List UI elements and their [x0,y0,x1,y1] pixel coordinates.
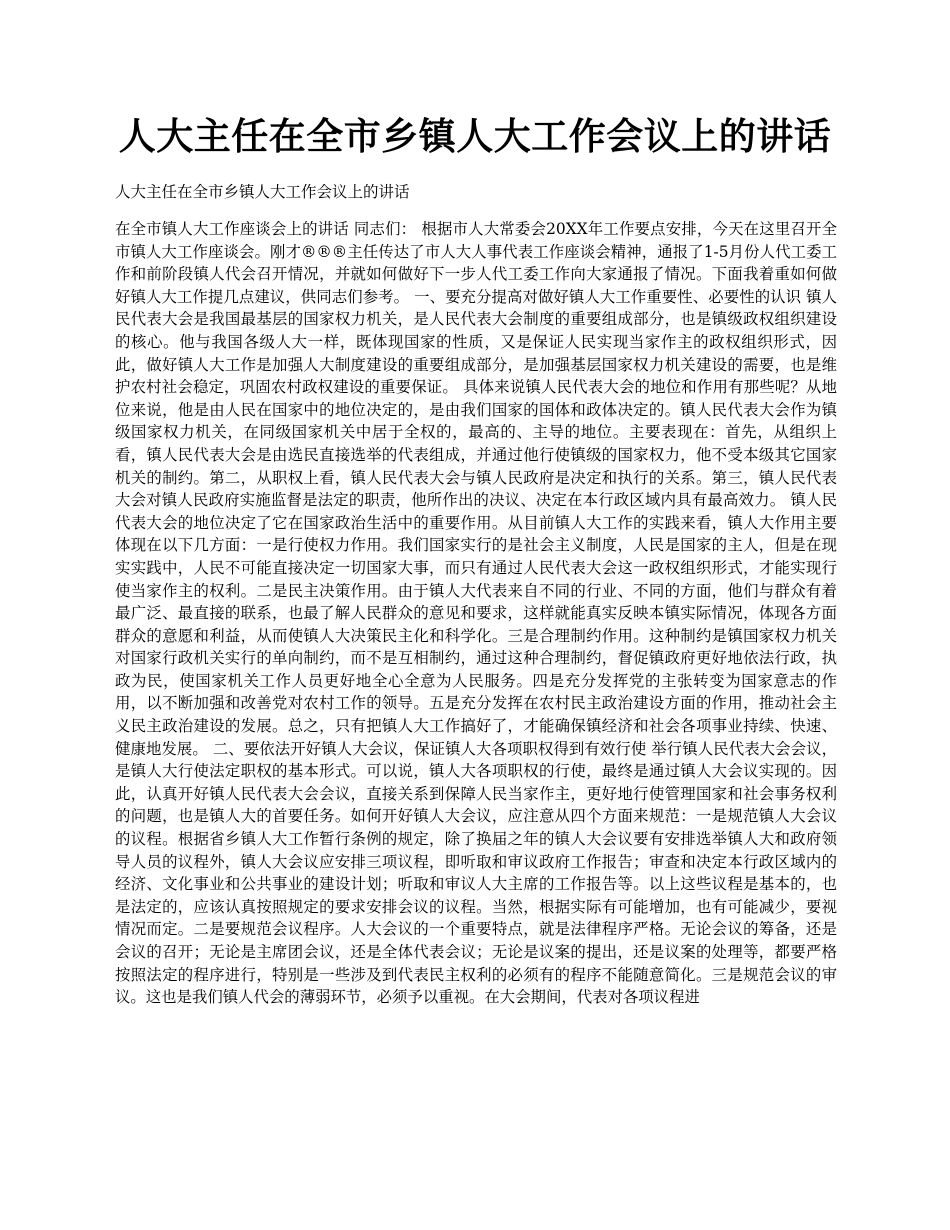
document-title: 人大主任在全市乡镇人大工作会议上的讲话 [118,114,832,158]
document-body-text: 在全市镇人大工作座谈会上的讲话 同志们： 根据市人大常委会20XX年工作要点安排，今天在这里召开全市镇人大工作座谈会。刚才®®®主任传达了市人大人事代表工作座谈会精神，通报了1-5月份人代工委工作和前阶段镇人代会召开情况，并就如何做好下一步人代工委工作向大家通报了情况。下面我着重如何做好镇人大工作提几点建议，供同志们参考。 一、要充分提高对做好镇人大工作重要性、必要性的认识 镇人民代表大会是我国最基层的国家权力机关，是人民代表大会制度的重要组成部分，也是镇级政权组织建设的核心。他与我国各级人大一样，既体现国家的性质，又是保证人民实现当家作主的政权组织形式，因此，做好镇人大工作是加强人大制度建设的重要组成部分，是加强基层国家权力机关建设的需要，也是维护农村社会稳定，巩固农村政权建设的重要保证。 具体来说镇人民代表大会的地位和作用有那些呢？从地位来说，他是由人民在国家中的地位决定的，是由我们国家的国体和政体决定的。镇人民代表大会作为镇级国家权力机关，在同级国家机关中居于全权的，最高的、主导的地位。主要表现在：首先，从组织上看，镇人民代表大会是由选民直接选举的代表组成，并通过他行使镇级的国家权力，他不受本级其它国家机关的制约。第二，从职权上看，镇人民代表大会与镇人民政府是决定和执行的关系。第三，镇人民代表大会对镇人民政府实施监督是法定的职责，他所作出的决议、决定在本行政区域内具有最高效力。 镇人民代表大会的地位决定了它在国家政治生活中的重要作用。从目前镇人大工作的实践来看，镇人大作用主要体现在以下几方面：一是行使权力作用。我们国家实行的是社会主义制度，人民是国家的主人，但是在现实实践中，人民不可能直接决定一切国家大事，而只有通过人民代表大会这一政权组织形式，才能实现行使当家作主的权利。二是民主决策作用。由于镇人大代表来自不同的行业、不同的方面，他们与群众有着最广泛、最直接的联系，也最了解人民群众的意见和要求，这样就能真实反映本镇实际情况，体现各方面群众的意愿和利益，从而使镇人大决策民主化和科学化。三是合理制约作用。这种制约是镇国家权力机关对国家行政机关实行的单向制约，而不是互相制约，通过这种合理制约，督促镇政府更好地依法行政，执政为民，使国家机关工作人员更好地全心全意为人民服务。四是充分发挥党的主张转变为国家意志的作用，以不断加强和改善党对农村工作的领导。五是充分发挥在农村民主政治建设方面的作用，推动社会主义民主政治建设的发展。总之，只有把镇人大工作搞好了，才能确保镇经济和社会各项事业持续、快速、健康地发展。 二、要依法开好镇人大会议，保证镇人大各项职权得到有效行使 举行镇人民代表大会会议，是镇人大行使法定职权的基本形式。可以说，镇人大各项职权的行使，最终是通过镇人大会议实现的。因此，认真开好镇人民代表大会会议，直接关系到保障人民当家作主，更好地行使管理国家和社会事务权利的问题，也是镇人大的首要任务。如何开好镇人大会议，应注意从四个方面来规范：一是规范镇人大会议的议程。根据省乡镇人大工作暂行条例的规定，除了换届之年的镇人大会议要有安排选举镇人大和政府领导人员的议程外，镇人大会议应安排三项议程，即听取和审议政府工作报告；审查和决定本行政区域内的经济、文化事业和公共事业的建设计划；听取和审议人大主席的工作报告等。以上这些议程是基本的，也是法定的，应该认真按照规定的要求安排会议的议程。当然，根据实际有可能增加，也有可能减少，要视情况而定。二是要规范会议程序。人大会议的一个重要特点，就是法律程序严格。无论会议的筹备，还是会议的召开；无论是主席团会议，还是全体代表会议；无论是议案的提出，还是议案的处理等，都要严格按照法定的程序进行，特别是一些涉及到代表民主权利的必须有的程序不能随意简化。三是规范会议的审议。这也是我们镇人代会的薄弱环节，必须予以重视。在大会期间，代表对各项议程进 [115,220,837,1007]
document-subtitle: 人大主任在全市乡镇人大工作会议上的讲话 [115,183,410,201]
